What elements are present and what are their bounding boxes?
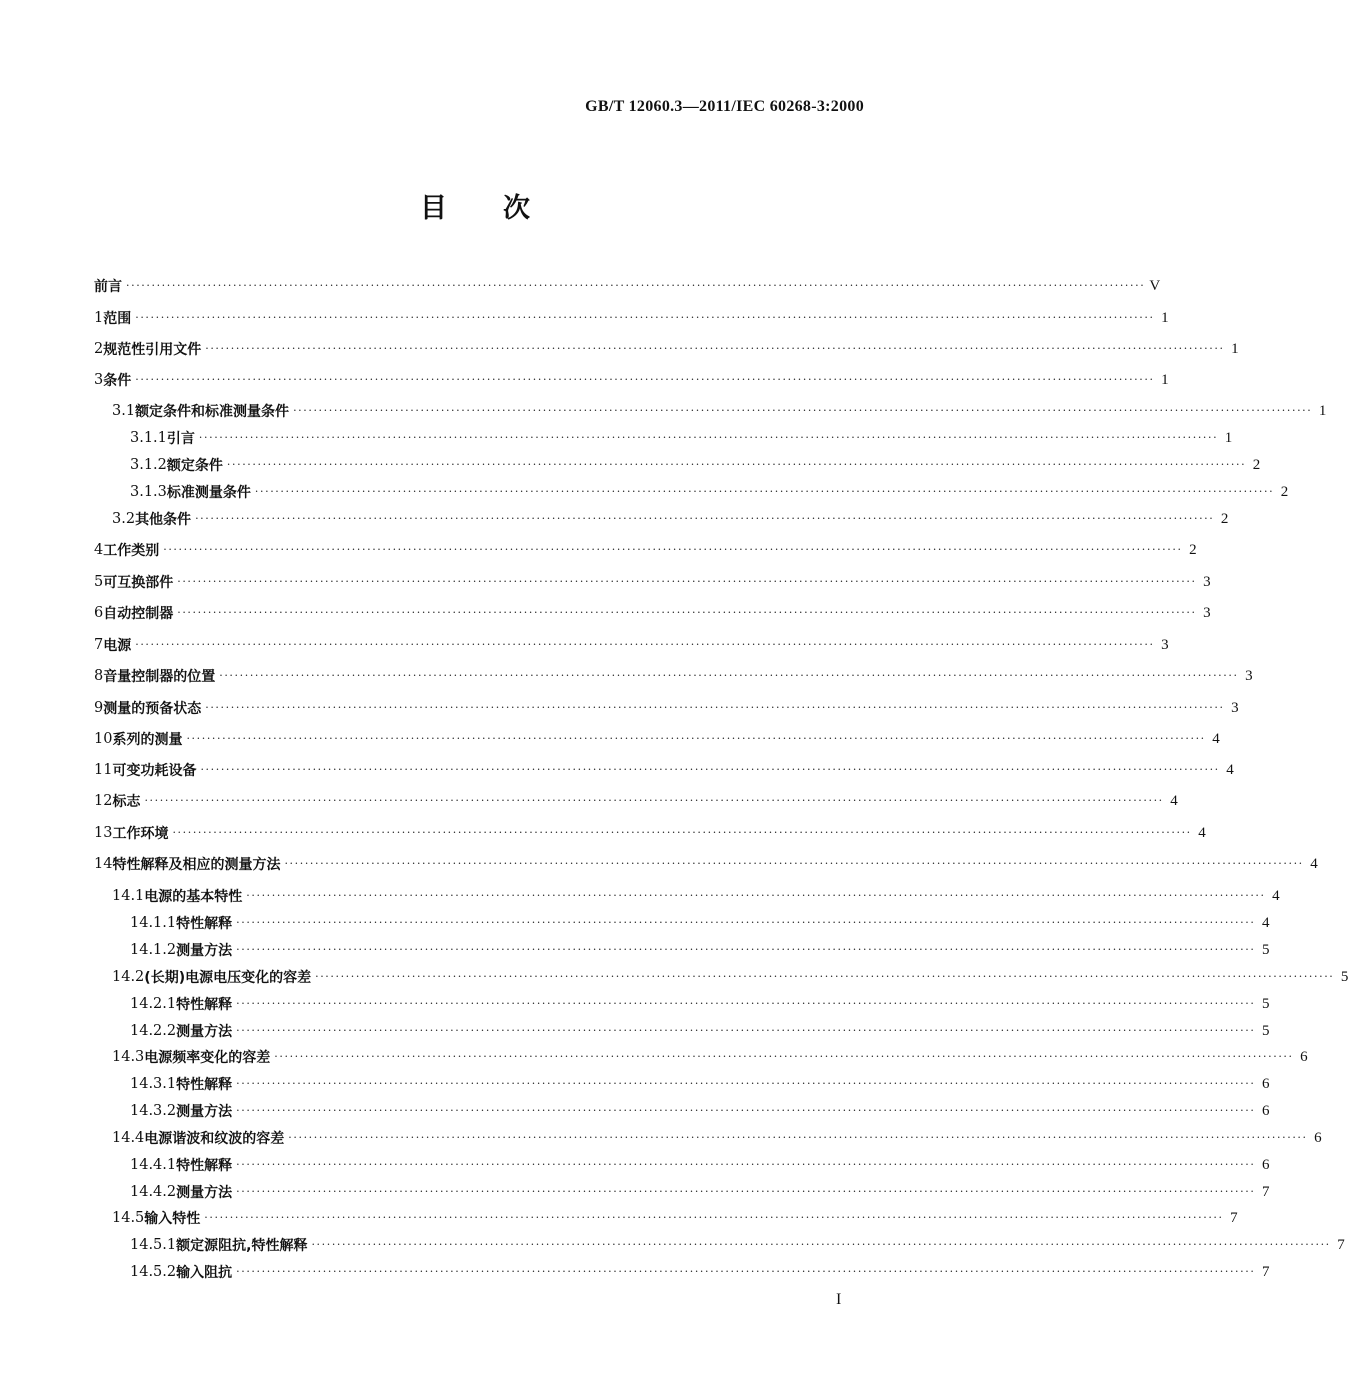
toc-entry-number: 14.2 (112, 969, 145, 985)
toc-leader-dots: ········································································································································································································ (144, 794, 1164, 807)
toc-entry-page: 4 (1170, 792, 1178, 809)
toc-entry-page: 2 (1189, 541, 1197, 558)
toc-entry-label: 音量控制器的位置 (103, 669, 216, 685)
toc-entry-label: 测量方法 (176, 1185, 233, 1201)
toc-entry-label: 引言 (166, 431, 195, 447)
toc-entry-page: 3 (1245, 667, 1253, 684)
toc-entry-number: 3.1.3 (130, 484, 167, 500)
toc-entry-number: 5 (94, 574, 104, 590)
toc-entry-number: 10 (94, 731, 113, 747)
toc-entry[interactable] (130, 1100, 1270, 1122)
toc-entry[interactable] (94, 790, 1178, 812)
toc-entry-label: 可互换部件 (103, 575, 174, 591)
toc-entry-page: 3 (1203, 573, 1211, 590)
toc-leader-dots: ········································································································································································································ (226, 458, 1247, 471)
toc-entry-page: 1 (1161, 309, 1169, 326)
toc-entry[interactable] (112, 1046, 1308, 1068)
toc-leader-dots: ········································································································································································································ (177, 606, 1197, 619)
toc-leader-dots: ········································································································································································································ (288, 1131, 1308, 1144)
toc-entry[interactable] (112, 400, 1327, 422)
toc-entry-number: 14.5.2 (130, 1264, 177, 1280)
toc-leader-dots: ········································································································································································································ (236, 1024, 1256, 1037)
page-number: I (836, 1291, 842, 1308)
toc-leader-dots: ········································································································································································································ (186, 732, 1206, 745)
toc-entry-page: 2 (1220, 510, 1229, 527)
toc-entry-number: 4 (94, 542, 104, 558)
toc-entry-label: 额定源阻抗,特性解释 (176, 1238, 308, 1254)
toc-entry-label: 特性解释及相应的测量方法 (112, 857, 281, 873)
toc-entry[interactable] (130, 1154, 1270, 1176)
toc-entry[interactable] (94, 822, 1206, 844)
toc-entry-number: 14.1 (112, 888, 145, 904)
toc-leader-dots: ········································································································································································································ (236, 997, 1256, 1010)
toc-entry[interactable] (130, 1234, 1345, 1256)
toc-entry-page: 6 (1314, 1129, 1322, 1146)
toc-entry-page: 3 (1203, 604, 1211, 621)
toc-entry-number: 8 (94, 668, 104, 684)
toc-leader-dots: ········································································································································································································ (205, 342, 1225, 355)
toc-entry-number: 14.4 (112, 1130, 145, 1146)
toc-entry-label: 测量的预备状态 (103, 701, 202, 717)
toc-entry-label: 工作类别 (103, 543, 160, 559)
toc-entry-number: 14.5 (112, 1210, 145, 1226)
toc-leader-dots: ········································································································································································································ (200, 763, 1220, 776)
toc-entry[interactable] (94, 853, 1318, 875)
toc-entry[interactable] (130, 454, 1261, 476)
toc-entry-number: 1 (94, 310, 104, 326)
toc-entry-page: 1 (1318, 402, 1327, 419)
toc-entry-number: 11 (94, 762, 113, 778)
title-char-2: 次 (503, 193, 530, 224)
toc-entry-label: 可变功耗设备 (112, 763, 197, 779)
toc-leader-dots: ········································································································································································································ (236, 1104, 1256, 1117)
toc-entry-label: 电源 (103, 638, 132, 654)
toc-entry-number: 2 (94, 341, 104, 357)
toc-entry[interactable] (94, 369, 1169, 391)
toc-entry[interactable] (130, 1020, 1270, 1042)
toc-entry-label: 特性解释 (176, 1158, 233, 1174)
toc-entry-number: 14.4.2 (130, 1184, 177, 1200)
toc-entry-label: 规范性引用文件 (103, 342, 202, 358)
toc-entry-page: 4 (1212, 730, 1220, 747)
toc-entry[interactable] (130, 1261, 1270, 1283)
toc-entry-label: 特性解释 (176, 997, 233, 1013)
toc-entry-label: 其他条件 (135, 512, 192, 528)
toc-entry-page: 5 (1261, 995, 1270, 1012)
toc-leader-dots: ········································································································································································································ (284, 857, 1304, 870)
toc-entry-page: 5 (1340, 968, 1348, 985)
toc-entry-number: 3.1.2 (130, 457, 167, 473)
toc-entry-page: 4 (1261, 914, 1270, 931)
toc-leader-dots: ········································································································································································································ (236, 1265, 1256, 1278)
toc-entry[interactable] (112, 1127, 1322, 1149)
toc-entry[interactable] (94, 307, 1169, 329)
toc-entry-label: 系列的测量 (112, 732, 183, 748)
toc-entry-label: 输入特性 (144, 1211, 201, 1227)
toc-entry-label: 额定条件 (166, 458, 223, 474)
toc-entry-label: 特性解释 (176, 916, 233, 932)
toc-entry[interactable] (94, 338, 1239, 360)
toc-entry-page: 3 (1231, 699, 1239, 716)
toc-entry-label: 额定条件和标准测量条件 (135, 404, 290, 420)
toc-leader-dots: ········································································································································································································ (236, 1158, 1256, 1171)
toc-entry-page: 7 (1337, 1236, 1345, 1253)
toc-leader-dots: ········································································································································································································ (274, 1050, 1294, 1063)
toc-entry-page: 1 (1161, 371, 1169, 388)
toc-entry[interactable] (94, 275, 1161, 297)
toc-entry[interactable] (130, 1073, 1270, 1095)
toc-entry-page: 1 (1231, 340, 1239, 357)
toc-entry-number: 14 (94, 856, 113, 872)
toc-entry[interactable] (112, 966, 1348, 988)
toc-entry[interactable] (130, 993, 1270, 1015)
toc-entry-label: 范围 (103, 311, 132, 327)
toc-entry-page: 6 (1300, 1048, 1308, 1065)
toc-entry-page: 2 (1252, 456, 1261, 473)
toc-leader-dots: ········································································································································································································ (195, 512, 1215, 525)
toc-entry-page: 4 (1310, 855, 1318, 872)
toc-leader-dots: ········································································································································································································ (163, 543, 1183, 556)
toc-entry[interactable] (130, 1181, 1270, 1203)
toc-leader-dots: ········································································································································································································ (254, 485, 1275, 498)
toc-entry-label: 标志 (112, 794, 141, 810)
toc-leader-dots: ········································································································································································································ (236, 943, 1256, 956)
toc-leader-dots: ········································································································································································································ (177, 575, 1197, 588)
toc-leader-dots: ········································································································································································································ (236, 1185, 1256, 1198)
toc-leader-dots: ········································································································································································································ (236, 1077, 1256, 1090)
toc-entry[interactable] (94, 634, 1169, 656)
standard-code: GB/T 12060.3—2011/IEC 60268-3:2000 (585, 98, 864, 115)
toc-entry-label: 测量方法 (176, 1104, 233, 1120)
toc-entry-number: 14.2.2 (130, 1023, 177, 1039)
toc-entry-label: 条件 (103, 373, 132, 389)
toc-entry-page: 7 (1230, 1209, 1238, 1226)
toc-entry-number: 14.5.1 (130, 1237, 177, 1253)
toc-entry-number: 7 (94, 637, 104, 653)
toc-entry-number: 14.3 (112, 1049, 145, 1065)
toc-entry-page: 5 (1261, 1022, 1270, 1039)
toc-entry-page: 1 (1224, 429, 1233, 446)
toc-entry-number: 14.4.1 (130, 1157, 177, 1173)
toc-entry[interactable] (94, 697, 1239, 719)
toc-entry-page: 5 (1261, 941, 1270, 958)
toc-entry-number: 14.3.2 (130, 1103, 177, 1119)
toc-leader-dots: ········································································································································································································ (126, 279, 1146, 292)
toc-leader-dots: ········································································································································································································ (315, 970, 1335, 983)
toc-entry[interactable] (94, 759, 1234, 781)
toc-entry-label: 特性解释 (176, 1077, 233, 1093)
toc-entry[interactable] (130, 912, 1270, 934)
toc-leader-dots: ········································································································································································································ (135, 638, 1155, 651)
toc-entry[interactable] (94, 665, 1253, 687)
toc-entry-page: 7 (1261, 1183, 1270, 1200)
toc-entry-page: V (1149, 277, 1161, 294)
toc-leader-dots: ········································································································································································································ (205, 701, 1225, 714)
toc-entry-page: 6 (1261, 1075, 1270, 1092)
toc-entry-page: 6 (1261, 1156, 1270, 1173)
toc-entry-number: 3.1.1 (130, 430, 167, 446)
toc-entry[interactable] (94, 602, 1211, 624)
toc-leader-dots: ········································································································································································································ (246, 889, 1266, 902)
toc-entry-label: 测量方法 (176, 1024, 233, 1040)
toc-entry-label: 输入阻抗 (176, 1265, 233, 1281)
toc-entry-label: 工作环境 (112, 826, 169, 842)
toc-leader-dots: ········································································································································································································ (236, 916, 1256, 929)
toc-leader-dots: ········································································································································································································ (219, 669, 1239, 682)
toc-entry-page: 4 (1226, 761, 1234, 778)
toc-leader-dots: ········································································································································································································ (135, 311, 1155, 324)
toc-entry-page: 7 (1261, 1263, 1270, 1280)
toc-entry-number: 3.2 (112, 511, 136, 527)
toc-entry-label: 测量方法 (176, 943, 233, 959)
toc-entry[interactable] (130, 939, 1270, 961)
toc-leader-dots: ········································································································································································································ (172, 826, 1192, 839)
toc-entry-label: 电源的基本特性 (144, 889, 243, 905)
toc-entry[interactable] (94, 571, 1211, 593)
toc-entry[interactable] (94, 539, 1197, 561)
toc-entry-page: 3 (1161, 636, 1169, 653)
toc-entry-number: 14.2.1 (130, 996, 177, 1012)
toc-entry-page: 4 (1272, 887, 1280, 904)
toc-entry-number: 14.3.1 (130, 1076, 177, 1092)
toc-entry-number: 14.1.2 (130, 942, 177, 958)
toc-entry-number: 9 (94, 700, 104, 716)
toc-entry-label: 标准测量条件 (166, 485, 251, 501)
toc-entry-page: 4 (1198, 824, 1206, 841)
toc-entry-label: 电源谐波和纹波的容差 (144, 1131, 285, 1147)
toc-entry[interactable] (112, 508, 1229, 530)
toc-entry[interactable] (130, 427, 1233, 449)
toc-leader-dots: ········································································································································································································ (311, 1238, 1331, 1251)
toc-entry-number: 3.1 (112, 403, 136, 419)
toc-entry[interactable] (94, 728, 1220, 750)
toc-entry-page: 6 (1261, 1102, 1270, 1119)
toc-leader-dots: ········································································································································································································ (293, 404, 1313, 417)
toc-leader-dots: ········································································································································································································ (204, 1211, 1224, 1224)
toc-entry-label: 电源频率变化的容差 (144, 1050, 271, 1066)
toc-entry[interactable] (112, 1207, 1238, 1229)
toc-entry-label: 自动控制器 (103, 606, 174, 622)
toc-entry-number: 3 (94, 372, 104, 388)
title-char-1: 目 (420, 193, 447, 224)
toc-entry-label: (长期)电源电压变化的容差 (144, 970, 312, 986)
toc-entry-number: 13 (94, 825, 113, 841)
toc-entry-number: 6 (94, 605, 104, 621)
toc-entry-number: 14.1.1 (130, 915, 177, 931)
toc-entry-page: 2 (1280, 483, 1289, 500)
toc-entry[interactable] (112, 885, 1280, 907)
toc-entry-number: 12 (94, 793, 113, 809)
toc-leader-dots: ········································································································································································································ (198, 431, 1219, 444)
toc-entry-label: 前言 (94, 279, 122, 295)
toc-entry[interactable] (130, 481, 1289, 503)
toc-leader-dots: ········································································································································································································ (135, 373, 1155, 386)
